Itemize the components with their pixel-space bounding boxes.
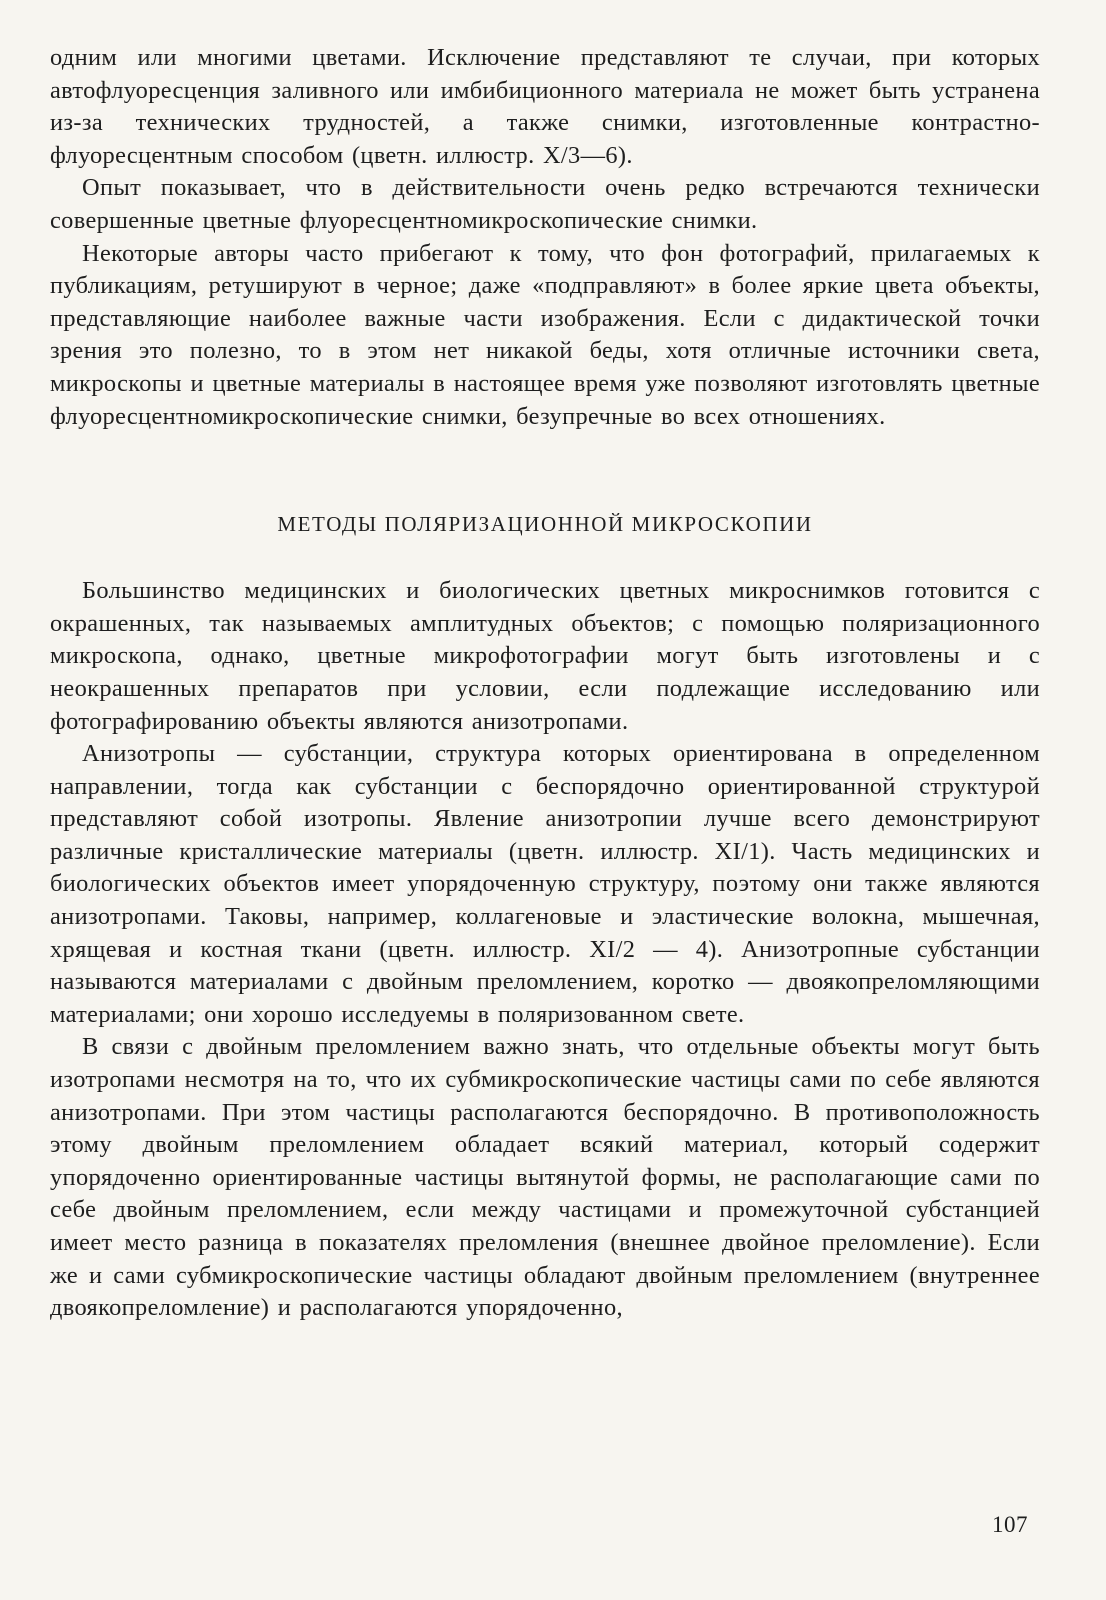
page-body [50,42,1040,1325]
paragraph: Некоторые авторы часто прибегают к тому, что фон фотографий, прилагаемых к публикациям, ретушируют в черное; даже «подправляют» в более яркие цвета объекты, представляющие наиболее важные части изображения. Если с дидактической точки зрения это полезно, то в этом нет никакой беды, хотя отличные источники света, микроскопы и цветные материалы в настоящее время уже позволяют изготовлять цветные флуоресцентномикроскопические снимки, безупречные во всех отношениях. [50,239,1040,430]
page-number: 107 [992,1512,1028,1537]
section-heading: МЕТОДЫ ПОЛЯРИЗАЦИОННОЙ МИКРОСКОПИИ [277,512,813,537]
paragraph: В связи с двойным преломлением важно знать, что отдельные объекты могут быть изотропами несмотря на то, что их субмикроскопические частицы сами по себе являются анизотропами. При этом частицы располагаются беспорядочно. В противоположность этому двойным преломлением обладает всякий материал, который содержит упорядоченно ориентированные частицы вытянутой формы, не располагающие сами по себе двойным преломлением, если между частицами и промежуточной субстанцией имеет место разница в показателях преломления (внешнее двойное преломление). Если же и сами субмикроскопические частицы обладают двойным преломлением (внутреннее двоякопреломление) и располагаются упорядоченно, [50,1033,1040,1322]
paragraph: Опыт показывает, что в действительности очень редко встречаются технически совершенные цветные флуоресцентномикроскопические снимки. [50,174,1040,234]
paragraph-continued: одним или многими цветами. Исключение представляют те случаи, при которых автофлуоресценция заливного или имбибиционного материала не может быть устранена из-за технических трудностей, а также снимки, изготовленные контрастно-флуоресцентным способом (цветн. иллюстр. X/3—6). [50,44,1040,169]
paragraph: Большинство медицинских и биологических цветных микроснимков готовится с окрашенных, так называемых амплитудных объектов; с помощью поляризационного микроскопа, однако, цветные микрофотографии могут быть изготовлены и с неокрашенных препаратов при условии, если подлежащие исследованию или фотографированию объекты являются анизотропами. [50,577,1040,735]
paragraph: Анизотропы — субстанции, структура которых ориентирована в определенном направлении, тогда как субстанции с беспорядочно ориентированной структурой представляют собой изотропы. Явление анизотропии лучше всего демонстрируют различные кристаллические материалы (цветн. иллюстр. XI/1). Часть медицинских и биологических объектов имеет упорядоченную структуру, поэтому они также являются анизотропами. Таковы, например, коллагеновые и эластические волокна, мышечная, хрящевая и костная ткани (цветн. иллюстр. XI/2 — 4). Анизотропные субстанции называются материалами с двойным преломлением, коротко — двоякопреломляющими материалами; они хорошо исследуемы в поляризованном свете. [50,740,1040,1028]
